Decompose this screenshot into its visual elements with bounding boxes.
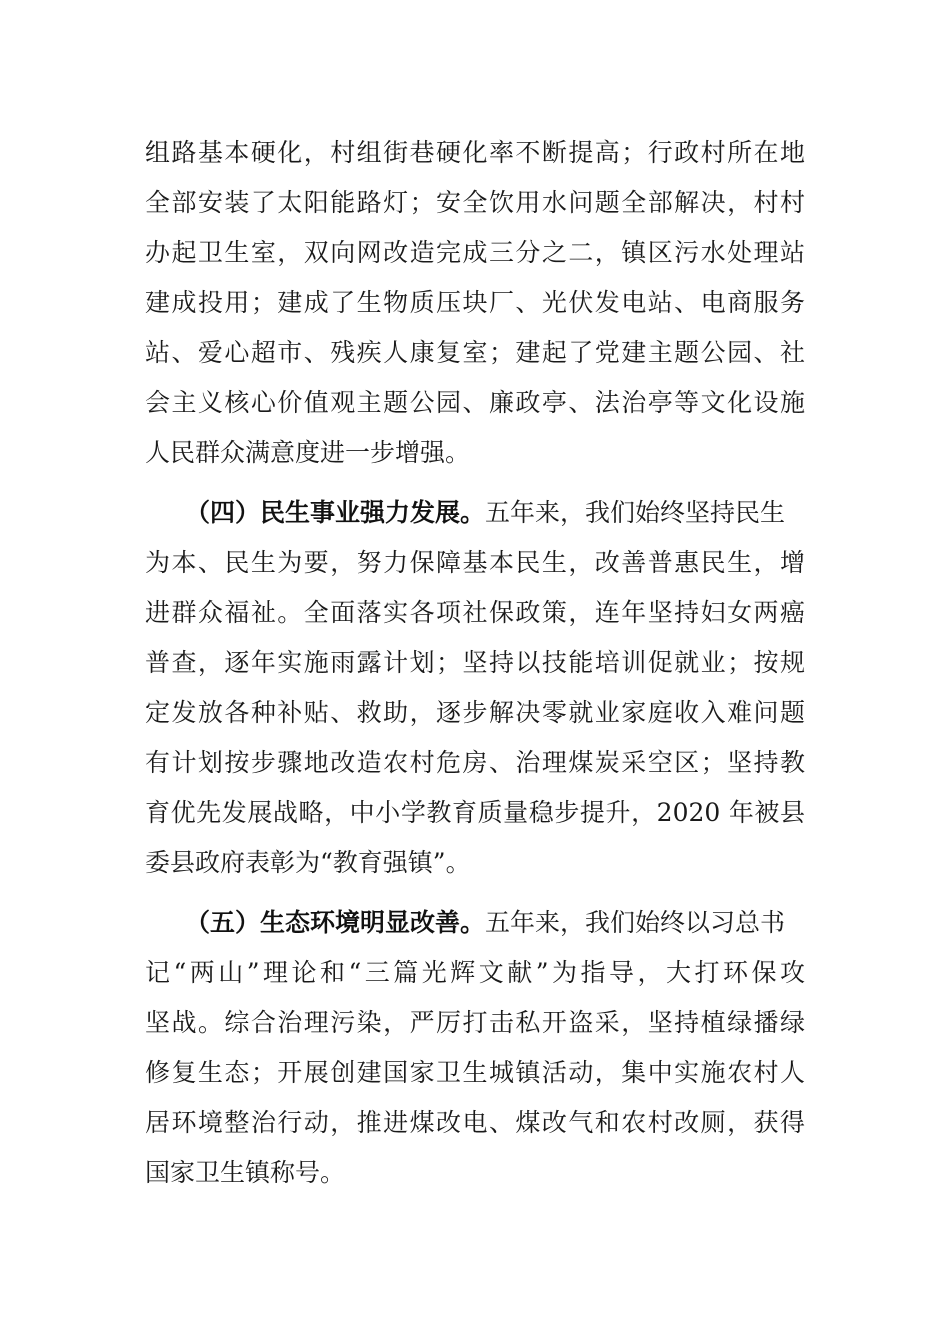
- paragraph-line: 修复生态；开展创建国家卫生城镇活动，集中实施农村人: [145, 1058, 805, 1087]
- paragraph-line: 会主义核心价值观主题公园、廉政亭、法治亭等文化设施: [145, 388, 805, 417]
- section-4-first-line-text: 五年来，我们始终坚持民生: [485, 498, 786, 527]
- paragraph-line: 为本、民生为要，努力保障基本民生，改善普惠民生，增: [145, 548, 805, 577]
- paragraph-line: 国家卫生镇称号。: [145, 1158, 346, 1187]
- paragraph-line: 有计划按步骤地改造农村危房、治理煤炭采空区；坚持教: [145, 748, 805, 777]
- paragraph-line: 办起卫生室，双向网改造完成三分之二，镇区污水处理站: [145, 238, 805, 267]
- paragraph-line: 组路基本硬化，村组街巷硬化率不断提高；行政村所在地: [145, 138, 805, 167]
- section-4-heading: （四）民生事业强力发展。: [185, 498, 486, 527]
- section-5-first-line-text: 五年来，我们始终以习总书: [485, 908, 786, 937]
- section-4-first-line: [145, 493, 805, 533]
- paragraph-line: 育优先发展战略，中小学教育质量稳步提升，2020 年被县: [145, 798, 805, 827]
- section-5-first-line: [145, 903, 805, 943]
- paragraph-line: 站、爱心超市、残疾人康复室；建起了党建主题公园、社: [145, 338, 805, 367]
- paragraph-line: 居环境整治行动，推进煤改电、煤改气和农村改厕，获得: [145, 1108, 805, 1137]
- paragraph-line: 建成投用；建成了生物质压块厂、光伏发电站、电商服务: [145, 288, 805, 317]
- paragraph-line: 进群众福祉。全面落实各项社保政策，连年坚持妇女两癌: [145, 598, 805, 627]
- paragraph-line: 全部安装了太阳能路灯；安全饮用水问题全部解决，村村: [145, 188, 805, 217]
- paragraph-line: 记“两山”理论和“三篇光辉文献”为指导，大打环保攻: [145, 958, 805, 987]
- paragraph-line: 人民群众满意度进一步增强。: [145, 438, 471, 467]
- section-5-heading: （五）生态环境明显改善。: [185, 908, 486, 937]
- paragraph-line: 委县政府表彰为“教育强镇”。: [145, 848, 471, 877]
- paragraph-line: 定发放各种补贴、救助，逐步解决零就业家庭收入难问题: [145, 698, 805, 727]
- paragraph-line: 普查，逐年实施雨露计划；坚持以技能培训促就业；按规: [145, 648, 805, 677]
- paragraph-line: 坚战。综合治理污染，严厉打击私开盗采，坚持植绿播绿: [145, 1008, 805, 1037]
